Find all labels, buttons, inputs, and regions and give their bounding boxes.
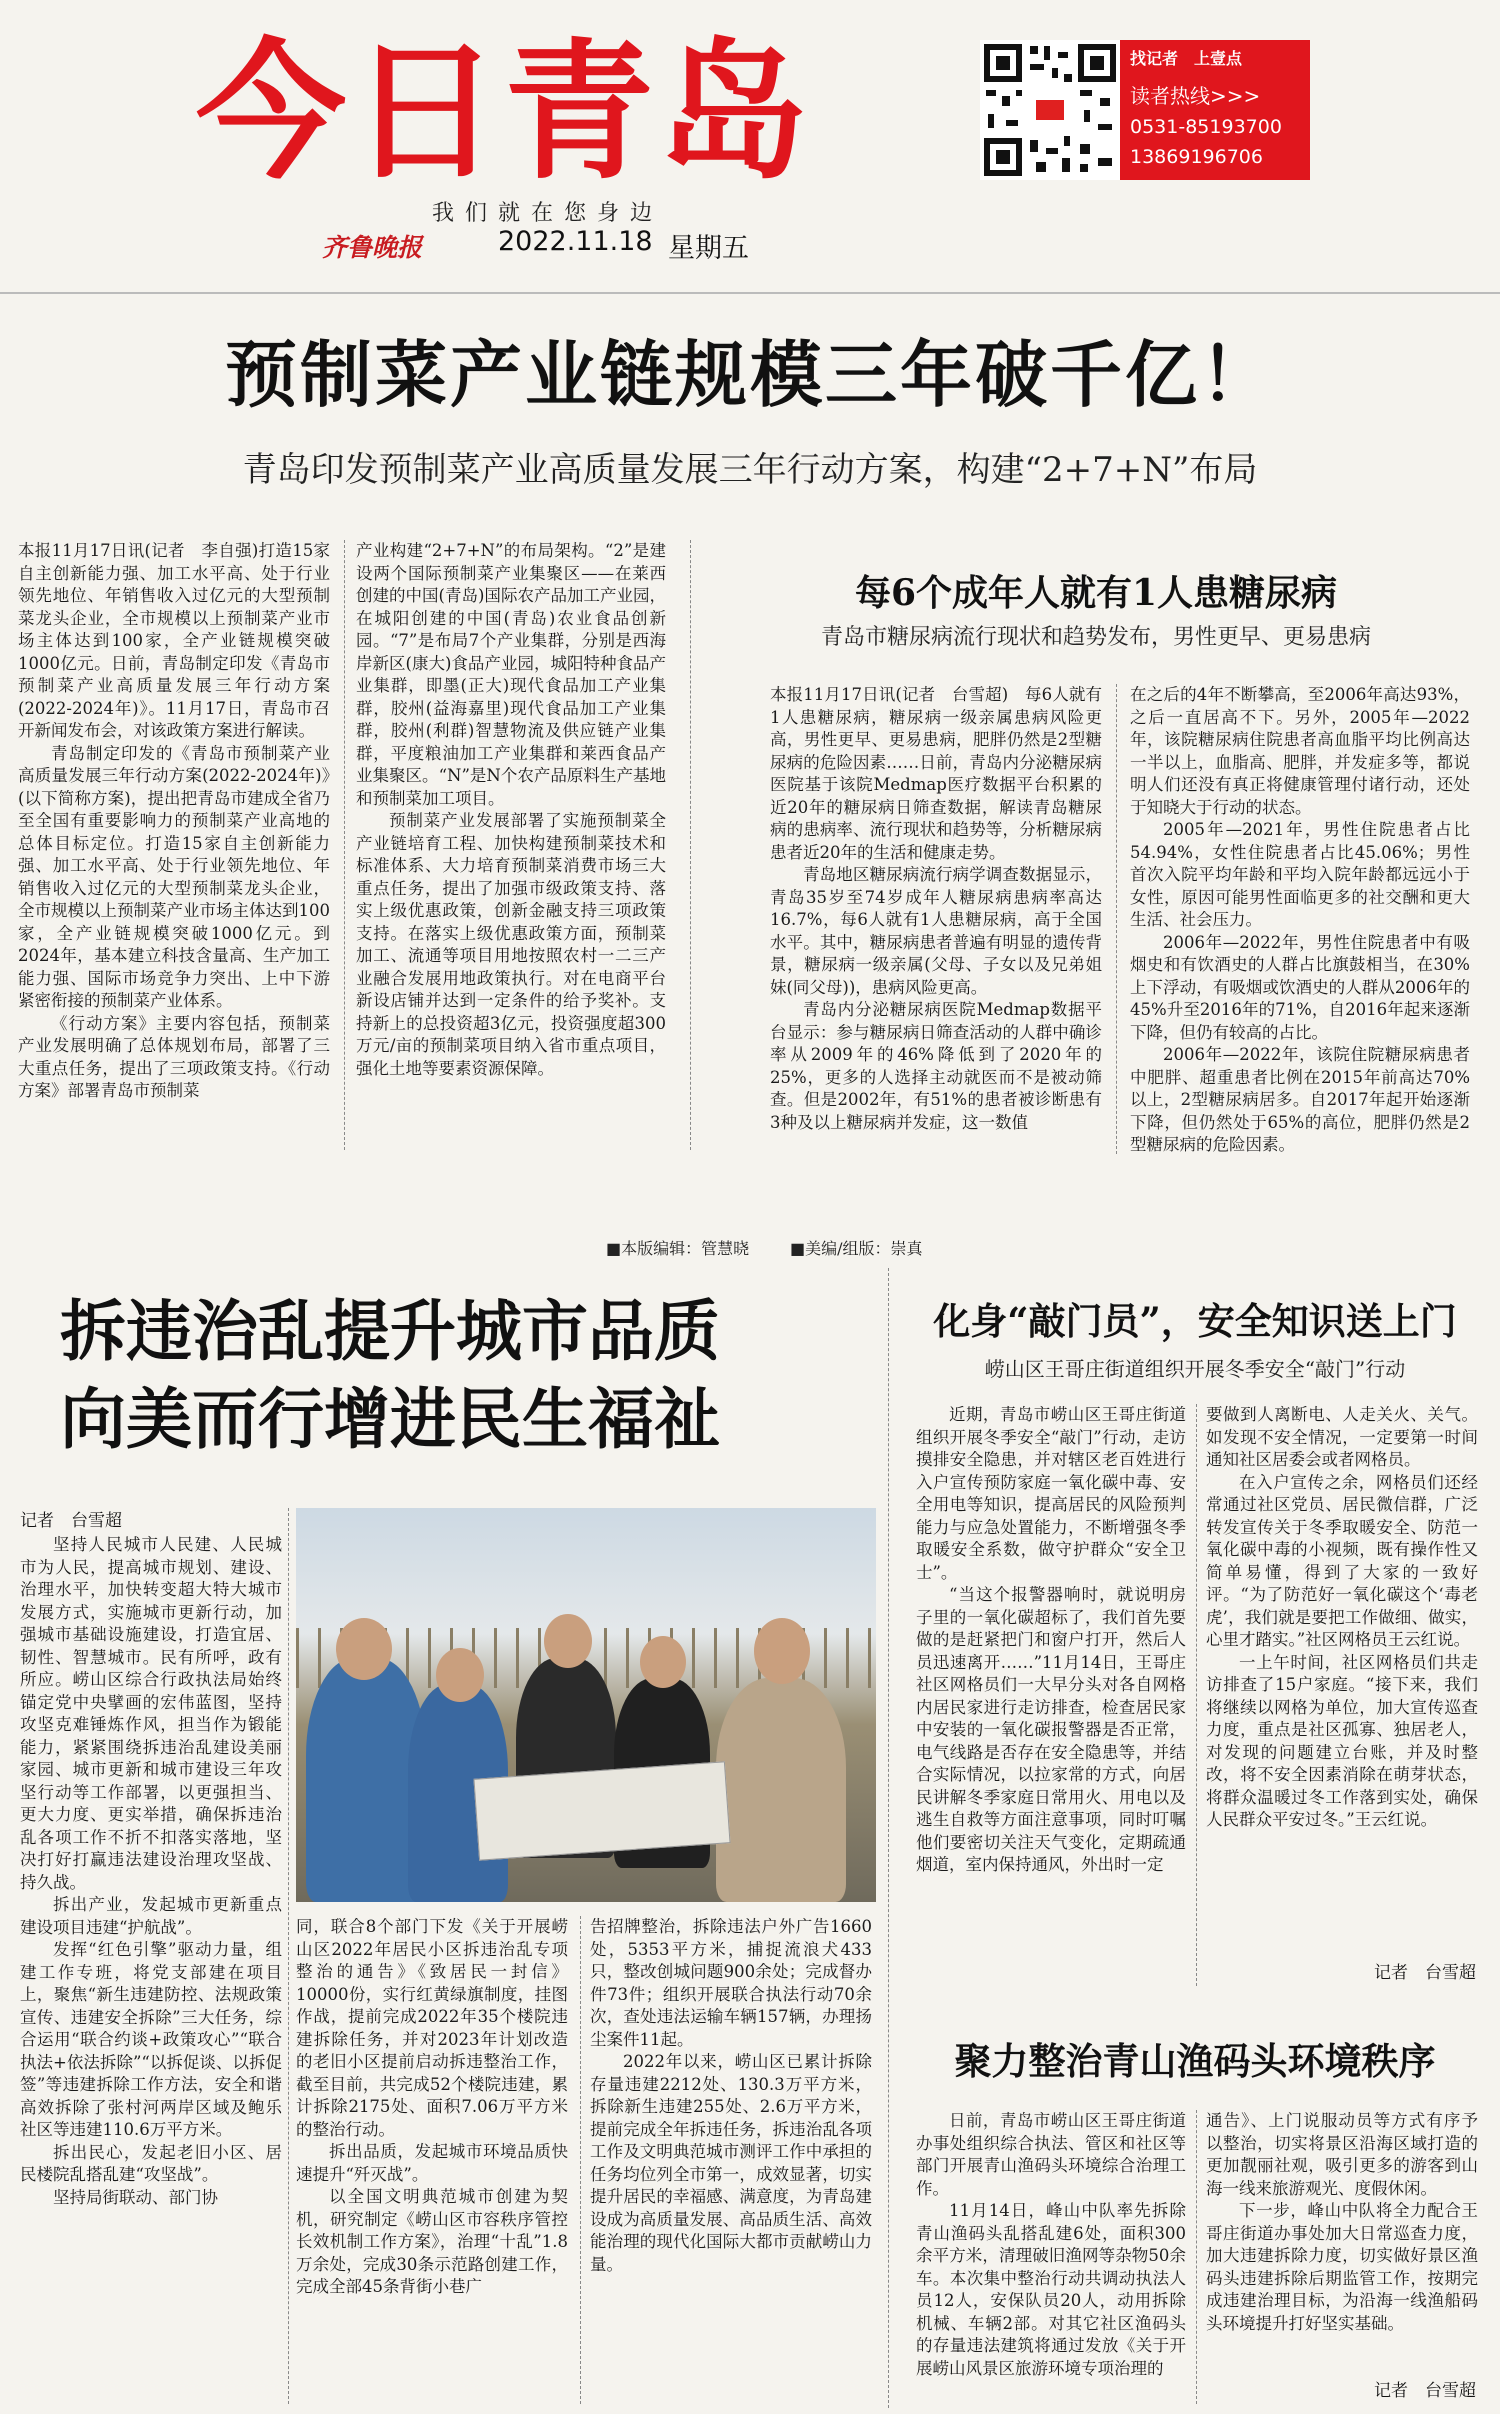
knock-column-2: [1206, 1404, 1478, 1948]
masthead-slogan: 我们就在您身边: [432, 201, 664, 226]
lead-column-1: [18, 540, 330, 1152]
hotline-label: 读者热线>>>: [1130, 84, 1261, 108]
fishing-paragraph: 11月14日，峰山中队率先拆除青山渔码头乱搭乱建6处，面积300余平方米，清理破旧渔网等杂物50余车。本次集中整治行动共调动执法人员12人，安保队员20人，动用拆除机械、车辆2部。对其它社区渔码头的存量违法建筑将通过发放《关于开展崂山风景区旅游环境专项治理的: [916, 2201, 1186, 2378]
knock-paragraph: “当这个报警器响时，就说明房子里的一氧化碳超标了，我们首先要做的是赶紧把门和窗户打开，然后人员迅速离开……”11月14日，王哥庄社区网格员们一大早分头对各自网格内居民家进行走访排查，检查居民家中安装的一氧化碳报警器是否正常，电气线路是否存在安全隐患等，并结合实际情况，以拉家常的方式，向居民讲解冬季家庭日常用火、用电以及逃生自救等方面注意事项，同时叮嘱他们要密切关注天气变化，定期疏通烟道，室内保持通风，外出时一定: [916, 1585, 1186, 1874]
section-divider: [888, 1268, 889, 2408]
demolition-headline-line-1: 拆违治乱提升城市品质: [60, 1292, 720, 1370]
fishing-paragraph: 日前，青岛市崂山区王哥庄街道办事处组织综合执法、管区和社区等部门开展青山渔码头环境综合治理工作。: [916, 2111, 1186, 2198]
demolition-paragraph: 2022年以来，崂山区已累计拆除存量违建2212处、130.3万平方米，拆除新生违建255处、2.6万平方米，提前完成全年拆违任务，拆违治乱各项工作及文明典范城市测评工作中承担的任务均位列全市第一，成效显著，切实提升居民的幸福感、满意度，为青岛建设成为高质量发展、高品质生活、高效能治理的现代化国际大都市贡献崂山力量。: [590, 2052, 872, 2274]
demolition-paragraph: 坚持局街联动、部门协: [53, 2187, 218, 2207]
photo-person-head: [336, 1618, 392, 1680]
demolition-headline-line-2: 向美而行增进民生福祉: [60, 1380, 720, 1458]
fishing-paragraph: 通告》、上门说服动员等方式有序予以整治，切实将景区沿海区域打造的更加靓丽社观，吸引更多的游客到山海一线来旅游观光、度假休闲。: [1206, 2111, 1478, 2198]
issue-weekday: 星期五: [668, 233, 749, 264]
photo-person-head: [544, 1614, 592, 1668]
demolition-byline: 记者 台雪超: [20, 1511, 122, 1531]
demolition-column-1: [20, 1534, 282, 2404]
fishing-column-1: [916, 2110, 1186, 2404]
demolition-paragraph: 以全国文明典范城市创建为契机，研究制定《崂山区市容秩序管控长效机制工作方案》，治理“十乱”1.8万余处，完成30条示范路创建工作，完成全部45条背街小巷广: [296, 2187, 568, 2296]
designer-credit: ■美编/组版：崇真: [790, 1239, 923, 1258]
knock-headline: 化身“敲门员”，安全知识送上门: [933, 1299, 1457, 1343]
demolition-paragraph: 告招牌整治，拆除违法户外广告1660处，5353平方米，捕捉流浪犬433只，整改创城问题900余处；完成督办件73件；组织开展联合执法行动70余次，查处违法运输车辆157辆，办理扬尘案件11起。: [590, 1917, 872, 2049]
lead-paragraph: 本报11月17日讯(记者 李自强)打造15家自主创新能力强、加工水平高、处于行业领先地位、年销售收入过亿元的大型预制菜龙头企业，全市规模以上预制菜产业市场主体达到100家，全产业链规模突破1000亿元。日前，青岛制定印发《青岛市预制菜产业高质量发展三年行动方案(2022-2024年)》。11月17日，青岛市召开新闻发布会，对该政策方案进行解读。: [18, 541, 330, 740]
photo-map-sheet: [473, 1761, 730, 1860]
photo-person-head: [754, 1618, 810, 1684]
lead-paragraph: 预制菜产业发展部署了实施预制菜全产业链培育工程、加快构建预制菜技术和标准体系、大力培育预制菜消费市场三大重点任务，提出了加强市级政策支持、落实上级优惠政策，创新金融支持三项政策支持。在落实上级优惠政策方面，预制菜加工、流通等项目用地按照农村一二三产业融合发展用地政策执行。对在电商平台新设店铺并达到一定条件的给予奖补。支持新上的总投资超3亿元，投资强度超300万元/亩的预制菜项目纳入省市重点项目，强化土地等要素资源保障。: [356, 811, 666, 1078]
qr-code-icon: [980, 40, 1120, 180]
column-divider: [1116, 684, 1117, 1154]
masthead-title: 今日青岛: [196, 26, 813, 200]
reporter-tag: 找记者 上壹点: [1130, 49, 1243, 68]
demolition-paragraph: 发挥“红色引擎”驱动力量，组建工作专班，将党支部建在项目上，聚焦“新生违建防控、法规政策宣传、违建安全拆除”三大任务，综合运用“联合约谈+政策攻心”“联合执法+依法拆除”“以拆促谈、以拆促签”等违建拆除工作方法，安全和谐高效拆除了张村河两岸区域及鲍乐社区等违建110.6万平方米。: [20, 1940, 282, 2139]
demolition-column-2: [296, 1916, 568, 2404]
diabetes-paragraph: 在之后的4年不断攀高，至2006年高达93%，之后一直居高不下。另外，2005年—2022年，该院糖尿病住院患者高血脂平均比例高达一半以上，血脂高、肥胖，并发症多等，都说明人们还没有真正将健康管理付诸行动，还处于知晓大于行动的状态。: [1130, 685, 1470, 817]
demolition-column-3: [590, 1916, 872, 2404]
photo-person: [716, 1678, 846, 1902]
demolition-paragraph: 拆出产业，发起城市更新重点建设项目违建“护航战”。: [20, 1895, 282, 1937]
lead-paragraph: 《行动方案》主要内容包括，预制菜产业发展明确了总体规划布局，部署了三大重点任务，提出了三项政策支持。《行动方案》部署青岛市预制菜: [18, 1013, 330, 1100]
knock-paragraph: 要做到人离断电、人走关火、关气。如发现不安全情况，一定要第一时间通知社区居委会或者网格员。: [1206, 1405, 1478, 1469]
demolition-paragraph: 同，联合8个部门下发《关于开展崂山区2022年居民小区拆违治乱专项整治的通告》《致居民一封信》10000份，实行红黄绿旗制度，挂图作战，提前完成2022年35个楼院违建拆除任务，并对2023年计划改造的老旧小区提前启动拆违整治工作，截至目前，共完成52个楼院违建，累计拆除2175处、面积7.06万平方米的整治行动。: [296, 1917, 568, 2139]
hotline-phone-2: 13869196706: [1130, 146, 1263, 168]
editor-credit: ■本版编辑：管慧晓: [606, 1239, 750, 1258]
diabetes-column-2: [1130, 684, 1470, 1154]
paper-logo: 齐鲁晚报: [322, 233, 423, 262]
knock-paragraph: 近期，青岛市崂山区王哥庄街道组织开展冬季安全“敲门”行动，走访摸排安全隐患，并对辖区老百姓进行入户宣传预防家庭一氧化碳中毒、安全用电等知识，提高居民的风险预判能力与应急处置能力，不断增强冬季取暖安全系数，做守护群众“安全卫士”。: [916, 1405, 1186, 1582]
column-divider: [1196, 2110, 1197, 2404]
knock-paragraph: 在入户宣传之余，网格员们还经常通过社区党员、居民微信群，广泛转发宣传关于冬季取暖安全、防范一氧化碳中毒的小视频，既有操作性又简单易懂，得到了大家的一致好评。“为了防范好一氧化碳这个‘毒老虎’，我们就是要把工作做细、做实，心里才踏实。”社区网格员王云红说。: [1206, 1472, 1478, 1649]
hotline-phone-1: 0531-85193700: [1130, 116, 1282, 138]
column-divider: [288, 1508, 289, 2404]
diabetes-paragraph: 青岛内分泌糖尿病医院Medmap数据平台显示：参与糖尿病日筛查活动的人群中确诊率从2009年的46%降低到了2020年的25%，更多的人选择主动就医而不是被动筛查。但是2002年，有51%的患者被诊断患有3种及以上糖尿病并发症，这一数值: [770, 1000, 1102, 1132]
demolition-paragraph: 拆出品质，发起城市环境品质快速提升“歼灭战”。: [296, 2142, 568, 2184]
knock-subhead: 崂山区王哥庄街道组织开展冬季安全“敲门”行动: [984, 1357, 1406, 1381]
column-divider: [580, 1916, 581, 2404]
demolition-paragraph: 拆出民心，发起老旧小区、居民楼院乱搭乱建“攻坚战”。: [20, 2142, 282, 2184]
knock-column-1: [916, 1404, 1186, 1986]
lead-column-2: [356, 540, 666, 1152]
diabetes-column-1: [770, 684, 1102, 1154]
lead-paragraph: 产业构建“2+7+N”的布局架构。“2”是建设两个国际预制菜产业集聚区——在莱西创建的中国(青岛)国际农产品加工产业园，在城阳创建的中国(青岛)农业食品创新园。“7”是布局7个产业集群，分别是西海岸新区(康大)食品产业园，城阳特种食品产业集群，即墨(正大)现代食品加工产业集群，胶州(益海嘉里)现代食品加工产业集群，胶州(利群)智慧物流及供应链产业集群，平度粮油加工产业集群和莱西食品产业集聚区。“N”是N个农产品原料生产基地和预制菜加工项目。: [356, 541, 666, 808]
demolition-paragraph: 坚持人民城市人民建、人民城市为人民，提高城市规划、建设、治理水平，加快转变超大特大城市发展方式，实施城市更新行动，加强城市基础设施建设，打造宜居、韧性、智慧城市。民有所呼，政有所应。崂山区综合行政执法局始终锚定党中央擘画的宏伟蓝图，坚持攻坚克难锤炼作风，担当作为锻能能力，紧紧围绕拆违治乱建设美丽家园、城市更新和城市建设三年攻坚行动等工作部署，以更强担当、更大力度、更实举措，确保拆违治乱各项工作不折不扣落实落地，坚决打好打赢违法建设治理攻坚战、持久战。: [20, 1535, 282, 1892]
knock-byline: 记者 台雪超: [1374, 1963, 1476, 1983]
diabetes-paragraph: 2006年—2022年，该院住院糖尿病患者中肥胖、超重患者比例在2015年前高达70%以上，2型糖尿病居多。自2017年起开始逐渐下降，但仍然处于65%的高位，肥胖仍然是2型糖尿病的危险因素。: [1130, 1045, 1470, 1154]
photo-person-head: [640, 1636, 686, 1688]
fishing-paragraph: 下一步，峰山中队将全力配合王哥庄街道办事处加大日常巡查力度，加大违建拆除力度，切实做好景区渔码头违建拆除后期监管工作，按期完成违建治理目标，为沿海一线渔船码头环境提升打好坚实基础。: [1206, 2201, 1478, 2333]
diabetes-paragraph: 2006年—2022年，男性住院患者中有吸烟史和有饮酒史的人群占比旗鼓相当，在30%上下浮动，有吸烟或饮酒史的人群从2006年的45%升至2016年的71%，自2016年起来逐渐下降，但仍有较高的占比。: [1130, 932, 1470, 1042]
diabetes-headline: 每6个成年人就有1人患糖尿病: [854, 572, 1338, 614]
diabetes-paragraph: 青岛地区糖尿病流行病学调查数据显示，青岛35岁至74岁成年人糖尿病患病率高达16.7%，每6人就有1人患糖尿病，高于全国水平。其中，糖尿病患者普遍有明显的遗传背景，糖尿病一级亲属(父母、子女以及兄弟姐妹(同父母))，患病风险更高。: [770, 865, 1102, 997]
lead-subhead: 青岛印发预制菜产业高质量发展三年行动方案，构建“2+7+N”布局: [242, 450, 1258, 490]
qr-code: [980, 40, 1120, 180]
knock-paragraph: 一上午时间，社区网格员们共走访排查了15户家庭。“接下来，我们将继续以网格为单位，加大宣传巡查力度，重点是社区孤寡、独居老人，对发现的问题建立台账，并及时整改，将不安全因素消除在萌芽状态，将群众温暖过冬工作落到实处，确保人民群众平安过冬。”王云红说。: [1206, 1652, 1478, 1829]
column-divider: [690, 540, 691, 1150]
column-divider: [1196, 1404, 1197, 1986]
lead-headline: 预制菜产业链规模三年破千亿！: [224, 332, 1275, 417]
news-photo: [296, 1508, 876, 1902]
diabetes-subhead: 青岛市糖尿病流行现状和趋势发布，男性更早、更易患病: [820, 625, 1371, 650]
column-divider: [344, 540, 345, 1150]
diabetes-paragraph: 2005年—2021年，男性住院患者占比54.94%，女性住院患者占比45.06%；男性首次入院平均年龄和平均入院年龄都远远小于女性，原因可能男性面临更多的社交酬和更大生活、社会压力。: [1130, 820, 1470, 929]
masthead-divider: [0, 292, 1500, 294]
issue-date: 2022.11.18: [498, 226, 653, 257]
fishing-byline: 记者 台雪超: [1374, 2381, 1476, 2401]
diabetes-paragraph: 本报11月17日讯(记者 台雪超) 每6人就有1人患糖尿病，糖尿病一级亲属患病风险更高，男性更早、更易患病，肥胖仍然是2型糖尿病的危险因素……日前，青岛内分泌糖尿病医院基于该院Medmap医疗数据平台积累的近20年的糖尿病日筛查数据，解读青岛糖尿病的患病率、流行现状和趋势等，分析糖尿病患者近20年的生活和健康走势。: [770, 685, 1102, 862]
photo-person-head: [436, 1648, 484, 1702]
fishing-headline: 聚力整治青山渔码头环境秩序: [954, 2039, 1436, 2083]
fishing-column-2: [1206, 2110, 1478, 2358]
lead-paragraph: 青岛制定印发的《青岛市预制菜产业高质量发展三年行动方案(2022-2024年)》(以下简称方案)，提出把青岛市建成全省乃至全国有重要影响力的预制菜产业高地的总体目标定位。打造15家自主创新能力强、加工水平高、处于行业领先地位、年销售收入过亿元的大型预制菜龙头企业，全市规模以上预制菜产业市场主体达到100家，全产业链规模突破1000亿元。到2024年，基本建立科技含量高、生产加工能力强、国际市场竞争力突出、上中下游紧密衔接的预制菜产业体系。: [18, 743, 330, 1010]
hotline-box: [1120, 40, 1310, 180]
